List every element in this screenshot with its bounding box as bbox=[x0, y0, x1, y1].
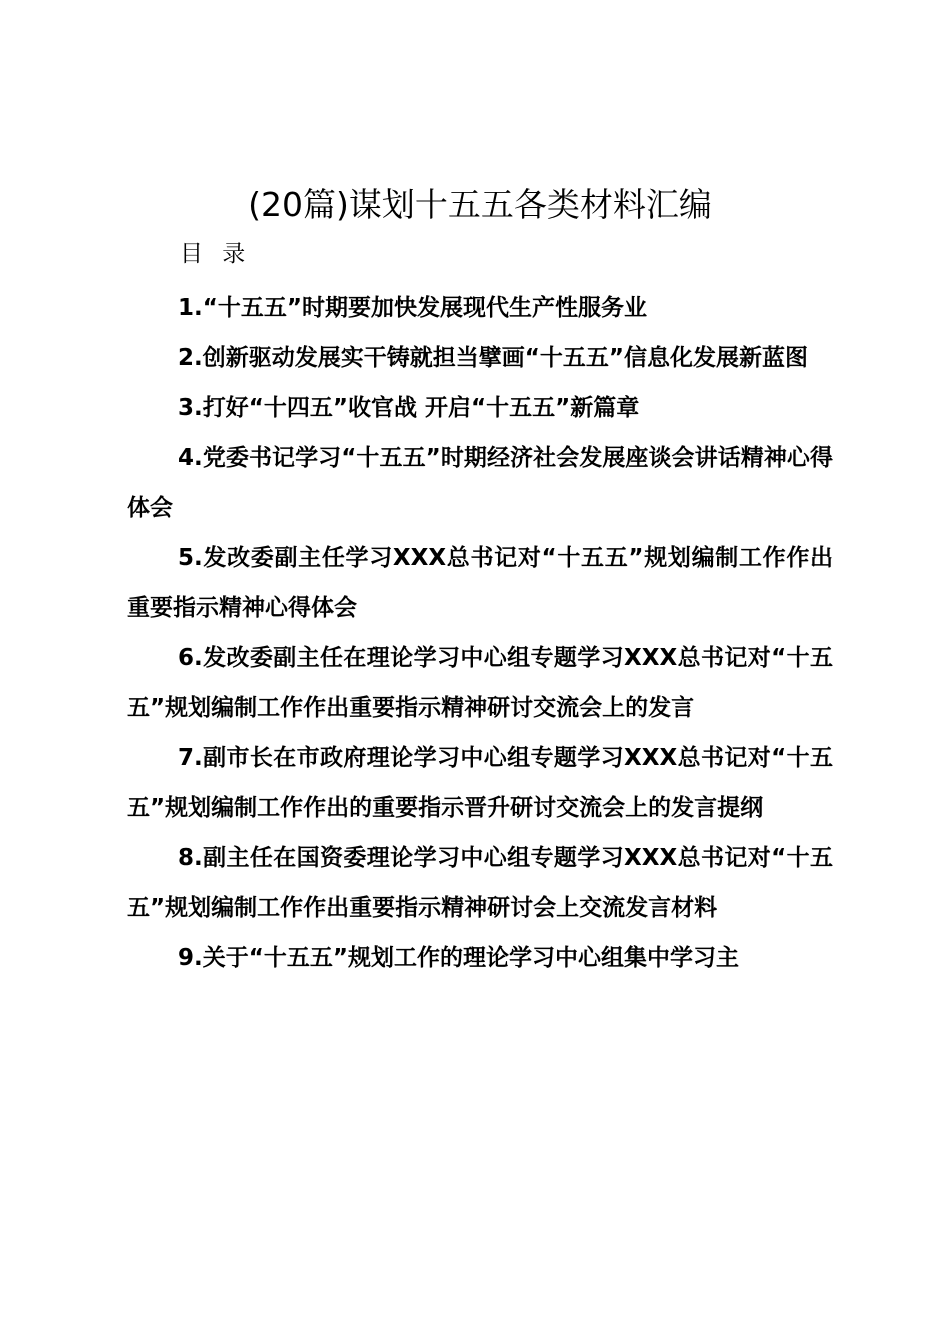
toc-heading: 目 录 bbox=[180, 241, 252, 267]
toc-item: 3.打好“十四五”收官战 开启“十五五”新篇章 bbox=[178, 395, 640, 421]
toc-list bbox=[127, 283, 833, 983]
toc-item: 2.创新驱动发展实干铸就担当擘画“十五五”信息化发展新蓝图 bbox=[178, 345, 808, 371]
toc-item: 1.“十五五”时期要加快发展现代生产性服务业 bbox=[178, 295, 647, 321]
toc-item: 8.副主任在国资委理论学习中心组专题学习XXX总书记对“十五五”规划编制工作作出重要指示精神研讨会上交流发言材料 bbox=[127, 845, 833, 921]
toc-item: 7.副市长在市政府理论学习中心组专题学习XXX总书记对“十五五”规划编制工作作出的重要指示晋升研讨交流会上的发言提纲 bbox=[127, 745, 833, 821]
toc-item: 4.党委书记学习“十五五”时期经济社会发展座谈会讲话精神心得体会 bbox=[127, 445, 833, 521]
document-title: (20篇)谋划十五五各类材料汇编 bbox=[248, 185, 712, 224]
toc-item: 5.发改委副主任学习XXX总书记对“十五五”规划编制工作作出重要指示精神心得体会 bbox=[127, 545, 833, 621]
toc-item: 6.发改委副主任在理论学习中心组专题学习XXX总书记对“十五五”规划编制工作作出重要指示精神研讨交流会上的发言 bbox=[127, 645, 833, 721]
toc-item: 9.关于“十五五”规划工作的理论学习中心组集中学习主 bbox=[178, 945, 739, 971]
